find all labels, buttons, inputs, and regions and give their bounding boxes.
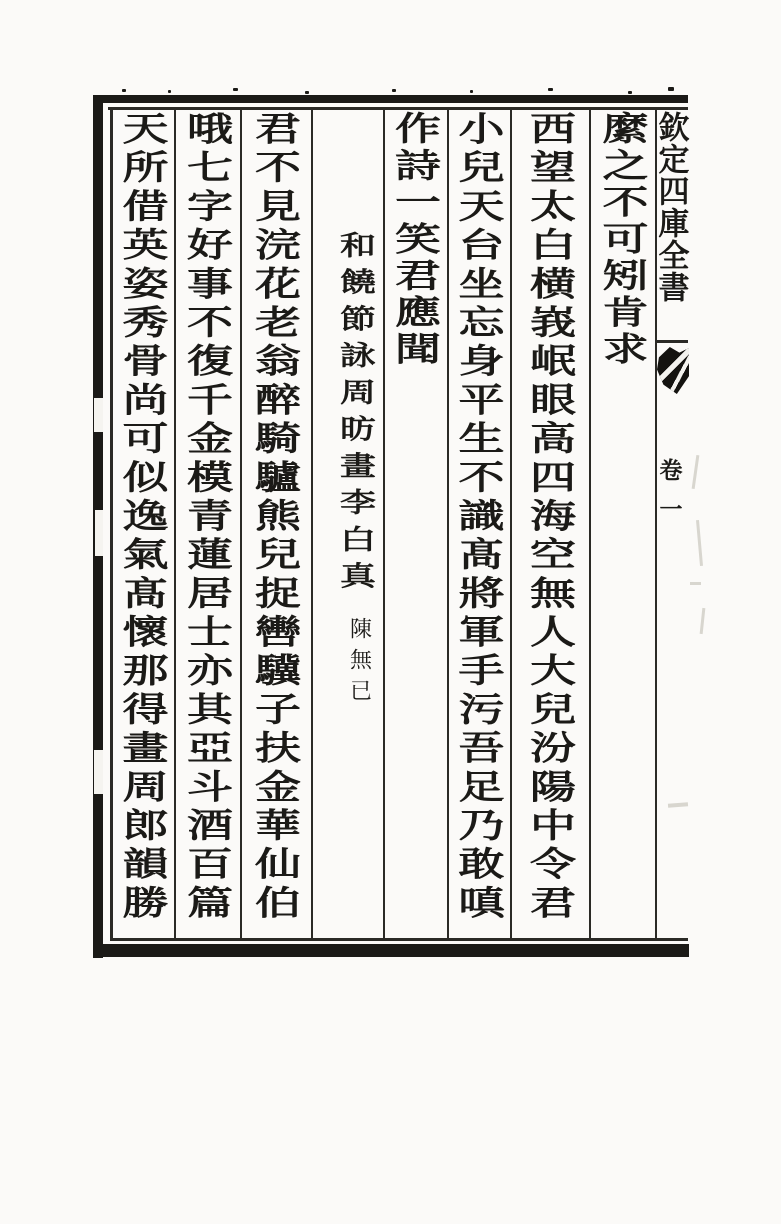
series-title-column [651, 111, 691, 303]
verse-text: 哦七字好事不復千金模青蓮居士亦其亞斗酒百篇 [180, 111, 234, 924]
verse-text: 西望太白横峩岷眼高四海空無人大兒汾陽中令君 [523, 111, 577, 924]
ink-speck [470, 90, 473, 93]
text-column-6 [176, 111, 238, 1224]
text-column-7 [112, 111, 173, 1224]
poem-author: 陳無已 [346, 617, 372, 710]
series-title-box-line [655, 340, 688, 343]
verse-text: 君不見浣花老翁醉騎驢熊兒捉轡驥子扶金華仙伯 [248, 111, 302, 924]
series-title: 欽定四庫全書 [652, 111, 689, 303]
poem-title: 和饒節詠周昉畫李白真 [334, 231, 377, 599]
ink-speck [392, 89, 396, 92]
bleed-through-mark [668, 802, 688, 807]
ink-speck [122, 89, 126, 92]
seal-stamp-icon [657, 347, 689, 394]
verse-text: 縻之不可矧肯求 [595, 111, 650, 369]
ink-speck [668, 87, 674, 91]
text-column-1 [591, 111, 654, 468]
text-column-4 [384, 111, 446, 468]
inner-line-top [108, 107, 688, 110]
volume-marker-column [652, 458, 686, 536]
verse-text: 作詩一笑君應聞 [388, 111, 442, 369]
volume-marker: 卷一 [655, 458, 683, 536]
border-damage-nick [94, 398, 103, 432]
ink-speck [233, 88, 238, 91]
ink-speck [305, 91, 309, 94]
verse-text: 天所借英姿秀骨尚可似逸氣髙懷那得畫周郎韻勝 [115, 111, 170, 924]
bleed-through-mark [696, 520, 703, 566]
ink-speck [628, 91, 632, 94]
ink-speck [548, 88, 553, 91]
text-column-3 [448, 111, 509, 1224]
frame-border-top [93, 95, 688, 103]
border-damage-nick [94, 750, 103, 794]
text-column-2 [511, 111, 589, 1224]
bleed-through-mark [700, 608, 706, 634]
text-column-5 [241, 111, 309, 1224]
border-damage-nick [95, 510, 103, 556]
bleed-through-mark [692, 455, 700, 489]
verse-text: 小兒天台坐忘身平生不識髙將軍手污吾足乃敢嗔 [451, 111, 506, 924]
poem-author-column [345, 617, 373, 710]
ink-speck [168, 90, 171, 93]
column-separator [311, 110, 313, 938]
bleed-through-mark [690, 582, 701, 585]
